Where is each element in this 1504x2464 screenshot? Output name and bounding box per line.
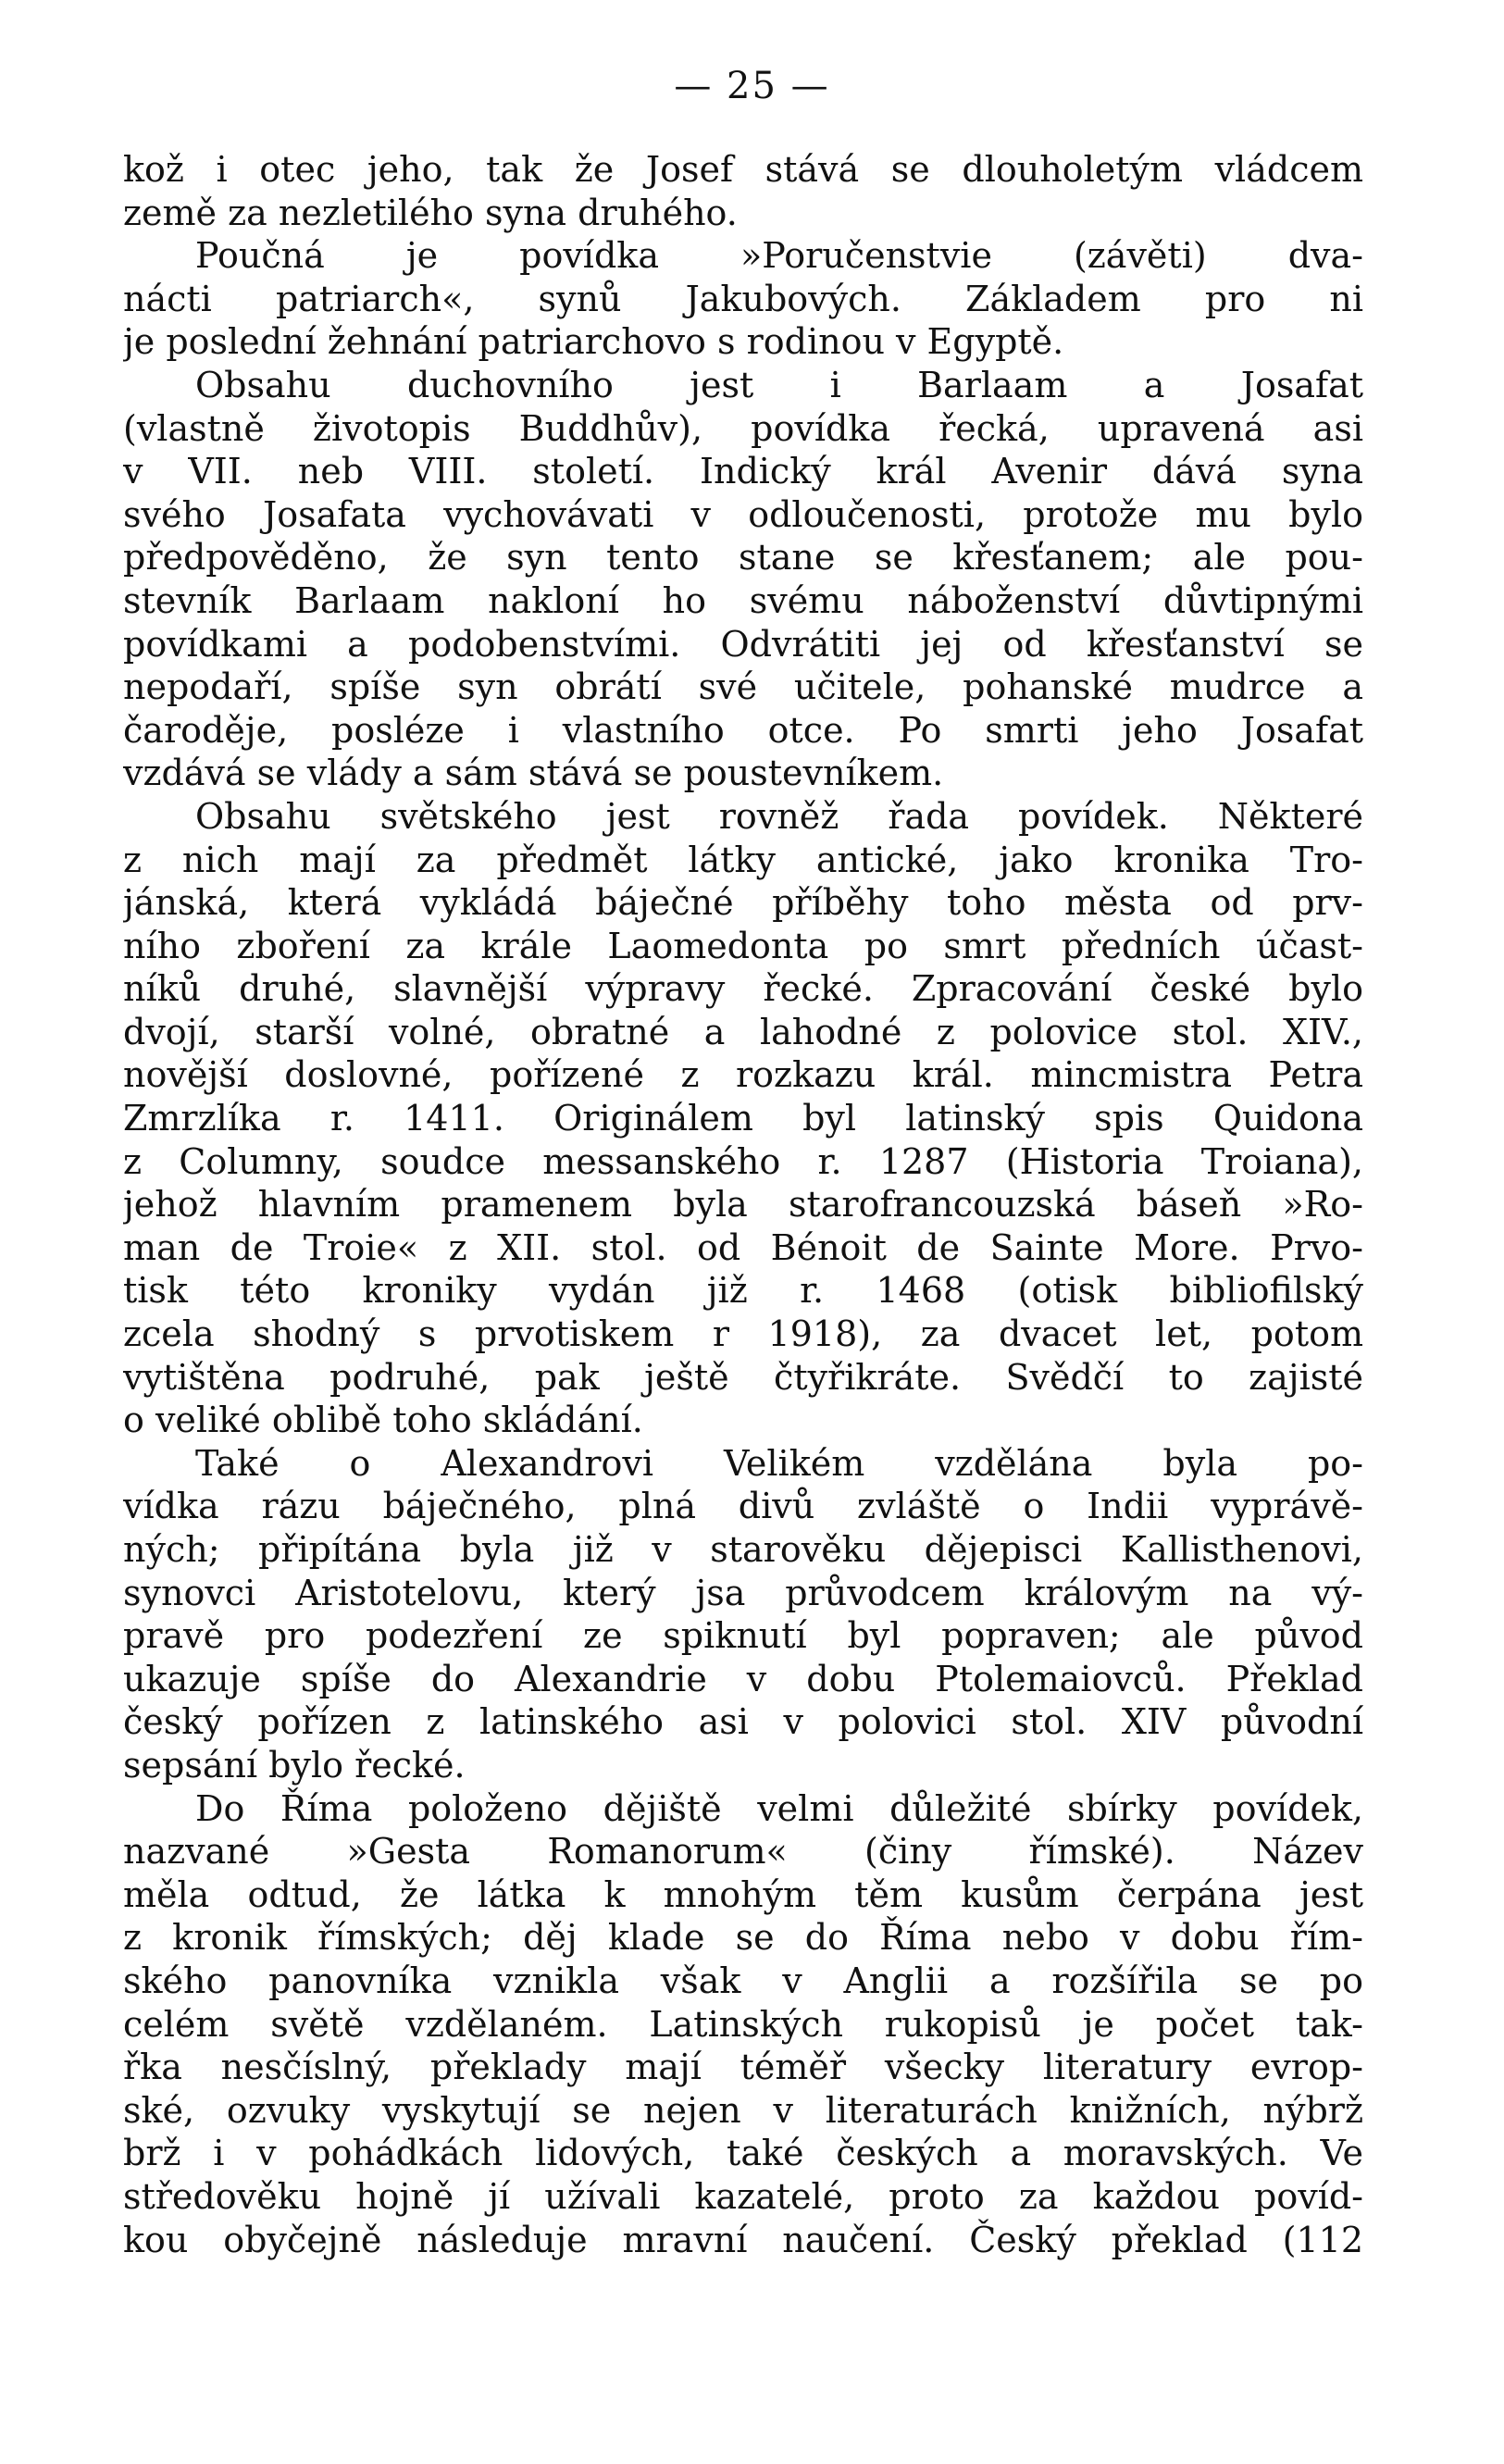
text-line: synovci Aristotelovu, který jsa průvodcem královým na vý-	[123, 1572, 1363, 1613]
text-line: Poučná je povídka »Poručenstvie (závěti) dva-	[195, 235, 1363, 277]
text-line: měla odtud, že látka k mnohým těm kusům čerpána jest	[123, 1873, 1363, 1915]
text-line: o veliké oblibě toho skládání.	[123, 1400, 643, 1441]
text-line: povídkami a podobenstvími. Odvrátiti jej od křesťanství se	[123, 623, 1363, 665]
text-line: tisk této kroniky vydán již r. 1468 (otisk bibliofilský	[123, 1270, 1363, 1312]
text-line: pravě pro podezření ze spiknutí byl popraven; ale původ	[123, 1615, 1363, 1657]
text-line: čaroděje, posléze i vlastního otce. Po smrti jeho Josafat	[123, 709, 1363, 751]
text-line: brž i v pohádkách lidových, také českých a moravských. Ve	[123, 2133, 1363, 2174]
body-text	[123, 148, 1363, 2261]
text-line: z Columny, soudce messanského r. 1287 (Historia Troiana),	[123, 1140, 1363, 1182]
text-line: Obsahu světského jest rovněž řada povídek. Některé	[195, 795, 1363, 837]
text-line: řka nesčíslný, překlady mají téměř všecky literatury evrop-	[123, 2047, 1363, 2088]
text-line: středověku hojně jí užívali kazatelé, proto za každou povíd-	[123, 2175, 1363, 2217]
text-line: zcela shodný s prvotiskem r 1918), za dvacet let, potom	[123, 1313, 1363, 1355]
text-line: předpověděno, že syn tento stane se křesťanem; ale pou-	[123, 537, 1363, 579]
text-line: sepsání bylo řecké.	[123, 1744, 466, 1786]
text-line: kož i otec jeho, tak že Josef stává se dlouholetým vládcem	[123, 149, 1363, 190]
text-line: v VII. neb VIII. století. Indický král Avenir dává syna	[123, 451, 1363, 492]
text-line: jánská, která vykládá báječné příběhy toho města od prv-	[123, 882, 1363, 924]
text-line: vídka rázu báječného, plná divů zvláště o Indii vyprávě-	[123, 1486, 1363, 1527]
text-line: vytištěna podruhé, pak ještě čtyřikráte. Svědčí to zajisté	[123, 1356, 1363, 1398]
text-line: nácti patriarch«, synů Jakubových. Základem pro ni	[123, 278, 1363, 319]
text-line: (vlastně životopis Buddhův), povídka řecká, upravená asi	[123, 407, 1363, 449]
text-line: ního zboření za krále Laomedonta po smrt předních účast-	[123, 925, 1363, 966]
text-line: Zmrzlíka r. 1411. Originálem byl latinský spis Quidona	[123, 1098, 1363, 1139]
text-line: svého Josafata vychovávati v odloučenosti, protože mu bylo	[123, 493, 1363, 535]
text-line: Do Říma položeno dějiště velmi důležité sbírky povídek,	[195, 1787, 1363, 1829]
text-line: vzdává se vlády a sám stává se poustevníkem.	[123, 753, 944, 794]
text-line: z nich mají za předmět látky antické, jako kronika Tro-	[123, 839, 1363, 880]
text-line: ných; připítána byla již v starověku dějepisci Kallisthenovi,	[123, 1529, 1363, 1570]
text-line: níků druhé, slavnější výpravy řecké. Zpracování české bylo	[123, 968, 1363, 1010]
text-line: jehož hlavním pramenem byla starofrancouzská báseň »Ro-	[123, 1184, 1363, 1226]
text-line: je poslední žehnání patriarchovo s rodinou v Egyptě.	[123, 321, 1064, 363]
text-line: stevník Barlaam nakloní ho svému náboženství důvtipnými	[123, 579, 1363, 621]
page-number: — 25 —	[674, 65, 830, 107]
text-line: nazvané »Gesta Romanorum« (činy římské). Název	[123, 1831, 1363, 1873]
text-line: ukazuje spíše do Alexandrie v dobu Ptolemaiovců. Překlad	[123, 1658, 1363, 1699]
text-line: celém světě vzdělaném. Latinských rukopisů je počet tak-	[123, 2003, 1363, 2045]
text-line: man de Troie« z XII. stol. od Bénoit de Sainte More. Prvo-	[123, 1226, 1363, 1268]
text-line: země za nezletilého syna druhého.	[123, 192, 738, 233]
text-line: z kronik římských; děj klade se do Říma nebo v dobu řím-	[123, 1917, 1363, 1959]
text-line: Také o Alexandrovi Velikém vzdělána byla po-	[195, 1442, 1363, 1484]
text-line: ského panovníka vznikla však v Anglii a rozšířila se po	[123, 1960, 1363, 2001]
text-line: Obsahu duchovního jest i Barlaam a Josafat	[195, 364, 1363, 405]
text-line: ské, ozvuky vyskytují se nejen v literaturách knižních, nýbrž	[123, 2089, 1363, 2131]
text-line: kou obyčejně následuje mravní naučení. Český překlad (112	[123, 2219, 1363, 2260]
text-line: dvojí, starší volné, obratné a lahodné z polovice stol. XIV.,	[123, 1011, 1363, 1052]
text-line: nepodaří, spíše syn obrátí své učitele, pohanské mudrce a	[123, 666, 1363, 708]
text-line: český pořízen z latinského asi v polovici stol. XIV původní	[123, 1701, 1363, 1743]
text-line: novější doslovné, pořízené z rozkazu král. mincmistra Petra	[123, 1054, 1363, 1096]
